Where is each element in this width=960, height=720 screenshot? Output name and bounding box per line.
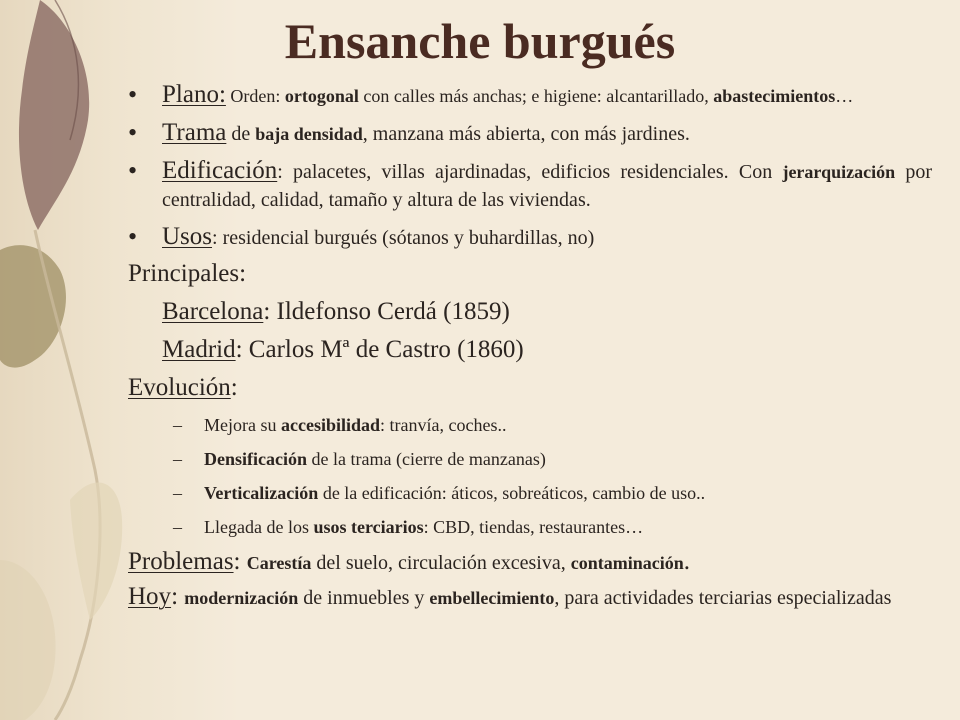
plano-heading: Plano: — [162, 81, 226, 108]
trama-heading: Trama — [162, 119, 227, 146]
principal-barcelona: Barcelona: Ildefonso Cerdá (1859) — [162, 298, 510, 325]
bullet-icon: • — [128, 118, 138, 147]
bullet-icon: • — [128, 156, 138, 185]
slide-content — [128, 82, 932, 611]
bullet-icon: • — [128, 80, 138, 109]
hoy-paragraph: Hoy: modernización de inmuebles y embellecimiento, para actividades terciarias especializadas — [128, 583, 892, 610]
bullet-plano: • Plano: Orden: ortogonal con calles más anchas; e higiene: alcantarillado, abastecimientos… — [128, 80, 854, 109]
evolucion-item: – Densificación de la trama (cierre de manzanas) — [173, 449, 546, 469]
bullet-usos: • Usos: residencial burgués (sótanos y buhardillas, no) — [128, 222, 595, 251]
evolucion-item: – Verticalización de la edificación: áticos, sobreáticos, cambio de uso.. — [173, 483, 706, 503]
evolucion-item: – Llegada de los usos terciarios: CBD, tiendas, restaurantes… — [173, 517, 644, 537]
page-title: Ensanche burgués — [284, 13, 676, 69]
problemas-line: Problemas: Carestía del suelo, circulación excesiva, contaminación. — [128, 548, 691, 575]
bullet-edificacion: • Edificación: palacetes, villas ajardinadas, edificios residenciales. Con jerarquización por centralidad, calidad, tamaño y altura de las viviendas. — [128, 156, 932, 211]
principales-label: Principales: — [128, 260, 247, 287]
evolucion-item: – Mejora su accesibilidad: tranvía, coches.. — [173, 415, 507, 435]
bullet-trama: • Trama de baja densidad, manzana más abierta, con más jardines. — [128, 118, 690, 147]
principal-madrid: Madrid: Carlos Mª de Castro (1860) — [162, 336, 524, 363]
bullet-icon: • — [128, 222, 138, 251]
evolucion-heading: Evolución: — [128, 374, 238, 401]
usos-heading: Usos — [162, 223, 213, 250]
edificacion-heading: Edificación — [162, 157, 278, 184]
